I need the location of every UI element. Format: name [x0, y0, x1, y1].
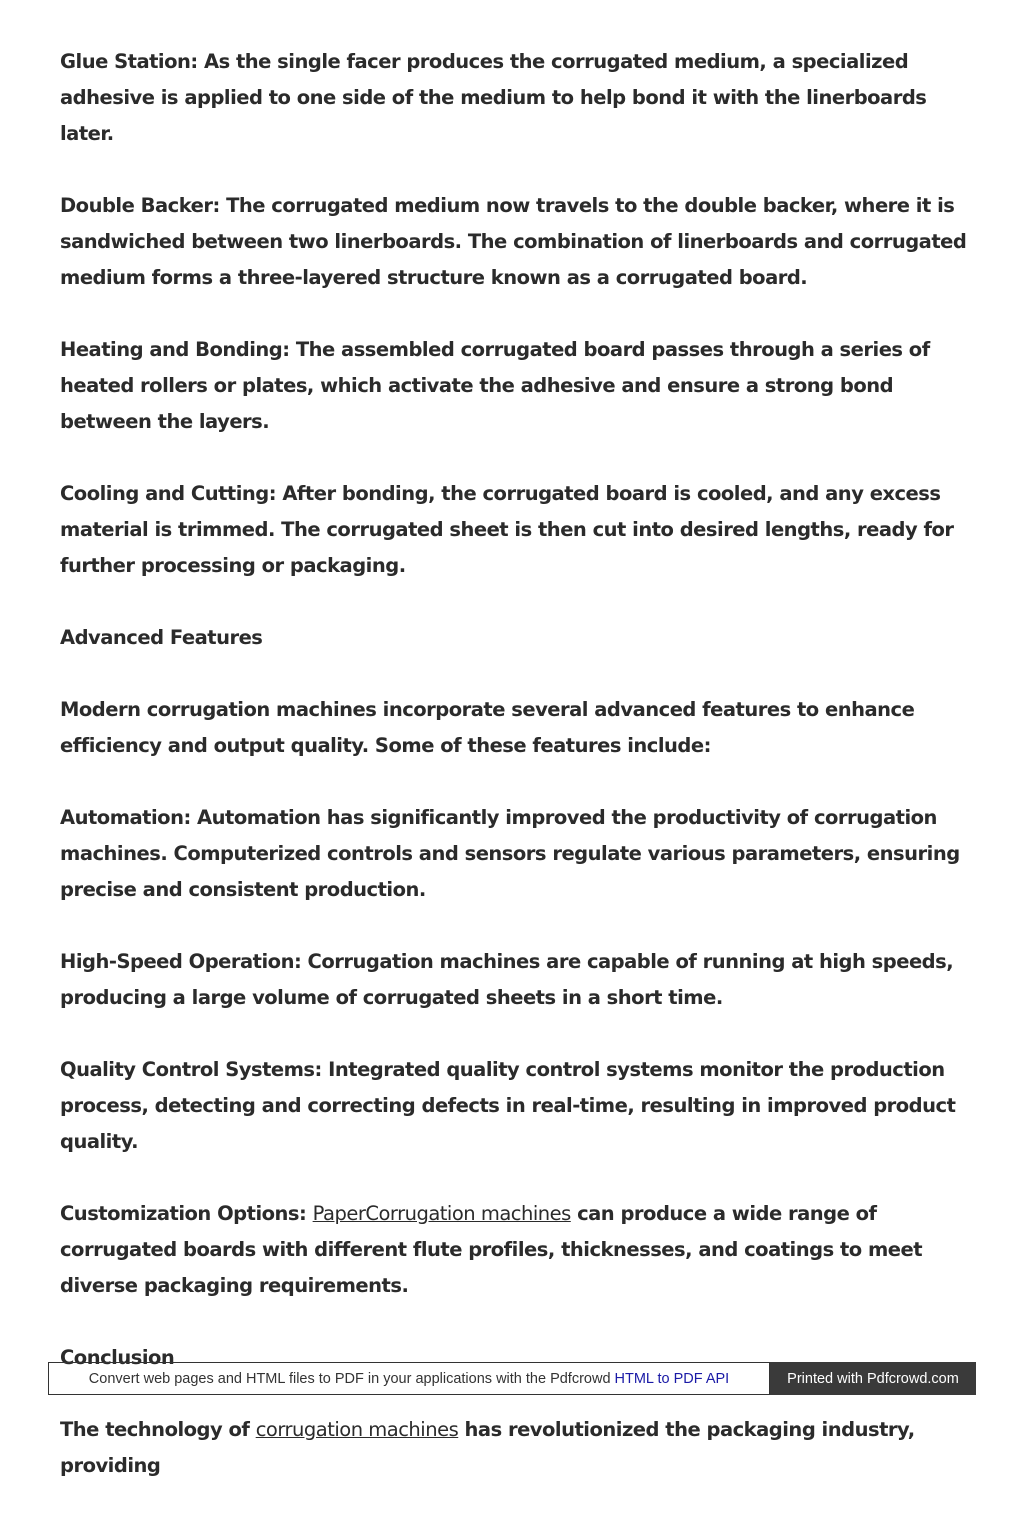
heading-advanced-features: Advanced Features — [60, 626, 263, 649]
conclusion-suffix: has revolutionized the packaging industry, providing — [60, 1418, 915, 1477]
paragraph-heating-bonding: Heating and Bonding: The assembled corrugated board passes through a series of heated rollers or plates, which activate the adhesive and ensure a strong bond between the layers. — [60, 338, 930, 433]
footer-promo — [48, 1362, 770, 1395]
document-body — [60, 44, 970, 1520]
printed-with-badge[interactable]: Printed with Pdfcrowd.com — [770, 1362, 976, 1395]
pdfcrowd-footer — [48, 1362, 976, 1395]
paragraph-double-backer: Double Backer: The corrugated medium now travels to the double backer, where it is sandwiched between two linerboards. The combination of linerboards and corrugated medium forms a three-layered structure known as a corrugated board. — [60, 194, 967, 289]
heading-conclusion: Conclusion — [60, 1346, 175, 1369]
paragraph-glue-station: Glue Station: As the single facer produces the corrugated medium, a specialized adhesive is applied to one side of the medium to help bond it with the linerboards later. — [60, 50, 927, 145]
html-to-pdf-api-link[interactable]: HTML to PDF API — [614, 1370, 730, 1387]
paragraph-conclusion — [60, 1412, 970, 1484]
customization-suffix: can produce a wide range of corrugated boards with different flute profiles, thicknesses, and coatings to meet diverse packaging requirements. — [60, 1202, 923, 1297]
paragraph-customization — [60, 1196, 970, 1304]
footer-promo-text: Convert web pages and HTML files to PDF in your applications with the Pdfcrowd — [88, 1370, 611, 1387]
paragraph-advanced-intro: Modern corrugation machines incorporate several advanced features to enhance efficiency and output quality. Some of these features include: — [60, 698, 915, 757]
customization-prefix: Customization Options: — [60, 1202, 313, 1225]
paragraph-cooling-cutting: Cooling and Cutting: After bonding, the corrugated board is cooled, and any excess material is trimmed. The corrugated sheet is then cut into desired lengths, ready for further processing or packaging. — [60, 482, 954, 577]
corrugation-machines-link[interactable]: corrugation machines — [255, 1418, 459, 1441]
paragraph-quality-control: Quality Control Systems: Integrated quality control systems monitor the production process, detecting and correcting defects in real-time, resulting in improved product quality. — [60, 1058, 956, 1153]
papercorrugation-machines-link[interactable]: PaperCorrugation machines — [312, 1202, 571, 1225]
paragraph-high-speed: High-Speed Operation: Corrugation machines are capable of running at high speeds, producing a large volume of corrugated sheets in a short time. — [60, 950, 954, 1009]
paragraph-automation: Automation: Automation has significantly improved the productivity of corrugation machines. Computerized controls and sensors regulate various parameters, ensuring precise and consistent production. — [60, 806, 960, 901]
conclusion-prefix: The technology of — [60, 1418, 256, 1441]
